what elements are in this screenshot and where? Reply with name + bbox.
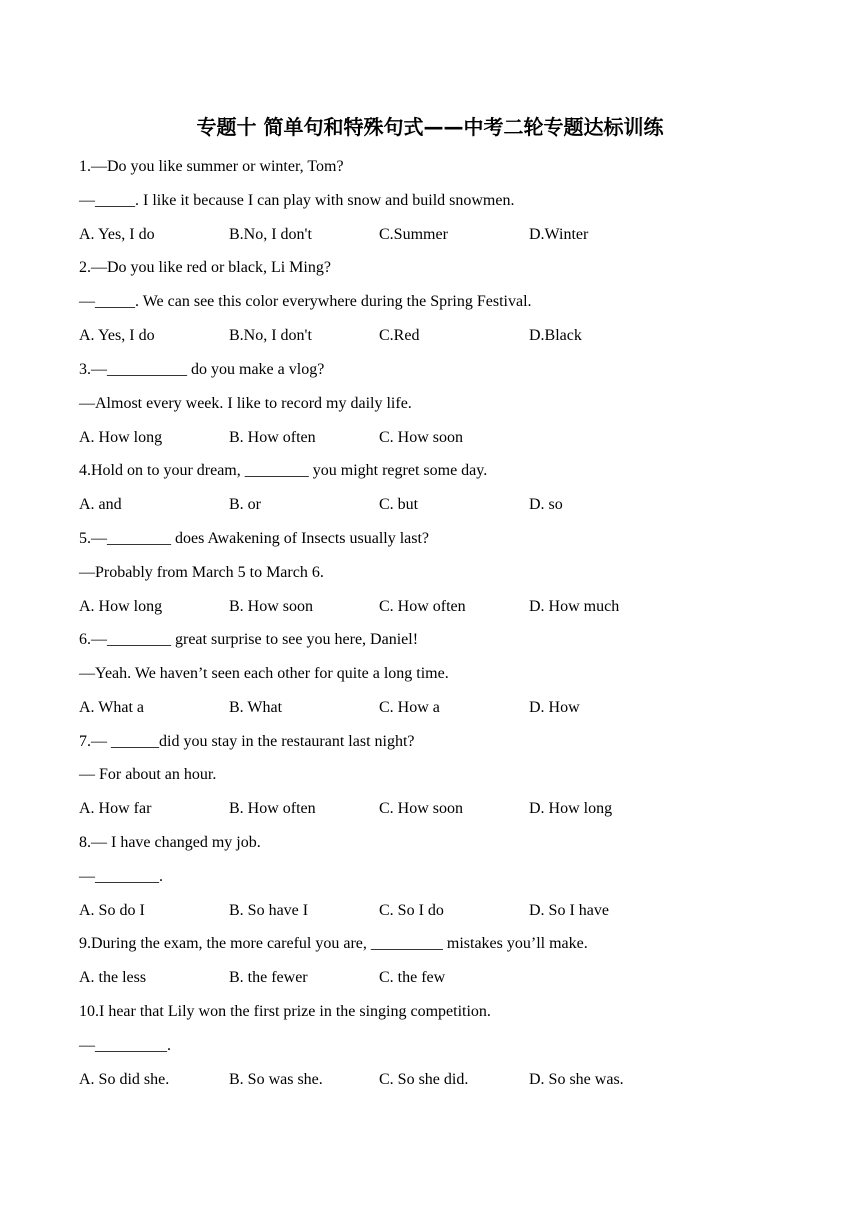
question-3-options xyxy=(79,428,779,448)
question-7-stem: 7.— ______did you stay in the restaurant last night? xyxy=(79,733,415,750)
option-c: C. How soon xyxy=(379,800,464,817)
question-2-response: —_____. We can see this color everywhere during the Spring Festival. xyxy=(79,293,532,310)
option-a: A. How far xyxy=(79,800,152,817)
option-b: B. How often xyxy=(229,429,316,446)
option-d: D.Winter xyxy=(529,226,589,243)
question-9-stem: 9.During the exam, the more careful you are, _________ mistakes you’ll make. xyxy=(79,935,588,952)
option-b: B. What xyxy=(229,699,283,716)
option-b: B. or xyxy=(229,496,261,513)
question-1-options xyxy=(79,225,779,245)
option-c: C. How soon xyxy=(379,429,464,446)
option-d: D. So I have xyxy=(529,902,609,919)
option-c: C. the few xyxy=(379,969,446,986)
question-7-response: — For about an hour. xyxy=(79,766,217,783)
option-a: A. How long xyxy=(79,598,163,615)
option-a: A. the less xyxy=(79,969,147,986)
question-5-stem: 5.—________ does Awakening of Insects usually last? xyxy=(79,530,430,547)
question-8-options xyxy=(79,901,779,921)
option-a: A. Yes, I do xyxy=(79,327,155,344)
option-c: C. So I do xyxy=(379,902,444,919)
option-b: B. So was she. xyxy=(229,1071,323,1088)
question-1-response: —_____. I like it because I can play with snow and build snowmen. xyxy=(79,192,515,209)
question-1-stem: 1.—Do you like summer or winter, Tom? xyxy=(79,158,344,175)
option-c: C.Summer xyxy=(379,226,448,243)
option-a: A. and xyxy=(79,496,122,513)
option-d: D. So she was. xyxy=(529,1071,624,1088)
option-a: A. How long xyxy=(79,429,163,446)
option-d: D. How much xyxy=(529,598,620,615)
option-c: C. How often xyxy=(379,598,466,615)
question-8-response: —________. xyxy=(79,868,163,885)
option-c: C.Red xyxy=(379,327,420,344)
option-b: B. How soon xyxy=(229,598,314,615)
question-7-options xyxy=(79,799,779,819)
question-9-options xyxy=(79,968,779,988)
question-10-response: —_________. xyxy=(79,1037,171,1054)
option-a: A. So did she. xyxy=(79,1071,170,1088)
question-4-options xyxy=(79,495,779,515)
question-10-stem: 10.I hear that Lily won the first prize in the singing competition. xyxy=(79,1003,491,1020)
question-2-options xyxy=(79,326,779,346)
option-d: D.Black xyxy=(529,327,582,344)
question-3-response: —Almost every week. I like to record my daily life. xyxy=(79,395,412,412)
question-6-response: —Yeah. We haven’t seen each other for quite a long time. xyxy=(79,665,449,682)
question-8-stem: 8.— I have changed my job. xyxy=(79,834,261,851)
option-d: D. How long xyxy=(529,800,613,817)
option-c: C. How a xyxy=(379,699,440,716)
question-4-stem: 4.Hold on to your dream, ________ you might regret some day. xyxy=(79,462,488,479)
option-d: D. so xyxy=(529,496,563,513)
option-b: B. How often xyxy=(229,800,316,817)
option-c: C. but xyxy=(379,496,419,513)
question-5-response: —Probably from March 5 to March 6. xyxy=(79,564,324,581)
option-b: B. the fewer xyxy=(229,969,308,986)
option-d: D. How xyxy=(529,699,580,716)
option-a: A. What a xyxy=(79,699,145,716)
option-b: B.No, I don't xyxy=(229,226,312,243)
option-b: B. So have I xyxy=(229,902,309,919)
question-6-options xyxy=(79,698,779,718)
question-10-options xyxy=(79,1070,779,1090)
question-5-options xyxy=(79,597,779,617)
option-c: C. So she did. xyxy=(379,1071,469,1088)
question-3-stem: 3.—__________ do you make a vlog? xyxy=(79,361,325,378)
page-title: 专题十 简单句和特殊句式——中考二轮专题达标训练 xyxy=(196,115,664,139)
option-a: A. So do I xyxy=(79,902,145,919)
question-6-stem: 6.—________ great surprise to see you here, Daniel! xyxy=(79,631,419,648)
option-b: B.No, I don't xyxy=(229,327,312,344)
option-a: A. Yes, I do xyxy=(79,226,155,243)
question-2-stem: 2.—Do you like red or black, Li Ming? xyxy=(79,259,331,276)
